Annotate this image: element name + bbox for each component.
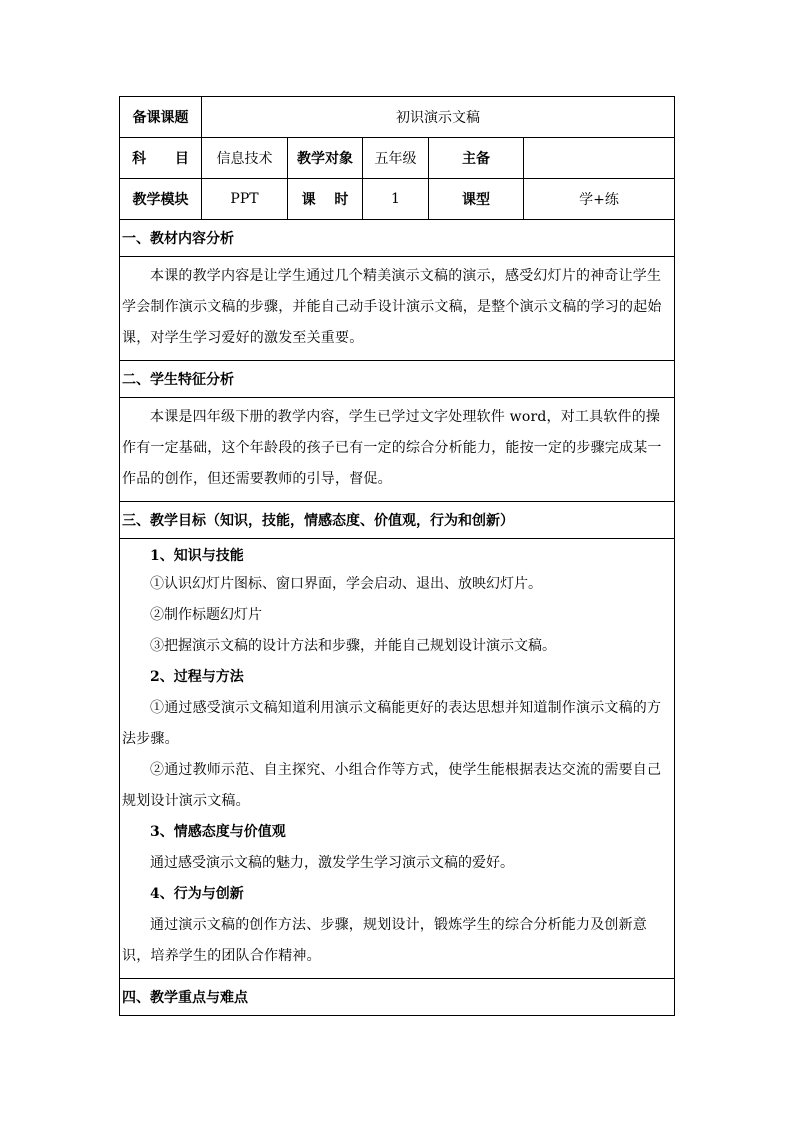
audience-label: 教学对象 (288, 138, 363, 179)
subheading-innovation: 4、行为与创新 (150, 886, 244, 902)
section2-paragraph: 本课是四年级下册的教学内容，学生已学过文字处理软件 word，对工具软件的操作有一定基础，这个年龄段的孩子已有一定的综合分析能力，能按一定的步骤完成某一作品的创作，但还需要教师的引导，督促。 (122, 409, 662, 487)
section3-title-row (120, 502, 675, 539)
objective-item: ②制作标题幻灯片 (150, 607, 262, 623)
topic-row (120, 97, 675, 138)
section2-body-row (120, 398, 675, 502)
author-value (524, 138, 675, 179)
objective-item: 通过感受演示文稿的魅力，激发学生学习演示文稿的爱好。 (150, 855, 514, 871)
section1-title-row (120, 220, 675, 257)
period-value: 1 (363, 179, 429, 220)
objective-item: ①认识幻灯片图标、窗口界面，学会启动、退出、放映幻灯片。 (150, 576, 542, 592)
objective-item: 通过演示文稿的创作方法、步骤，规划设计，锻炼学生的综合分析能力及创新意识，培养学生的团队合作精神。 (122, 917, 647, 964)
lesson-plan-table (119, 96, 675, 1016)
module-value: PPT (202, 179, 288, 220)
module-row (120, 179, 675, 220)
subheading-knowledge: 1、知识与技能 (150, 548, 244, 564)
topic-value: 初识演示文稿 (202, 97, 675, 138)
period-label: 课 时 (288, 179, 363, 220)
section1-paragraph: 本课的教学内容是让学生通过几个精美演示文稿的演示，感受幻灯片的神奇让学生学会制作演示文稿的步骤，并能自己动手设计演示文稿，是整个演示文稿的学习的起始课，对学生学习爱好的激发至关重要。 (122, 268, 662, 346)
subject-row (120, 138, 675, 179)
objective-item: ③把握演示文稿的设计方法和步骤，并能自己规划设计演示文稿。 (150, 638, 556, 654)
lesson-type-label: 课型 (429, 179, 524, 220)
objective-item: ①通过感受演示文稿知道利用演示文稿能更好的表达思想并知道制作演示文稿的方法步骤。 (122, 700, 662, 747)
section4-title-row (120, 979, 675, 1016)
section1-title: 一、教材内容分析 (120, 220, 675, 257)
objective-item: ②通过教师示范、自主探究、小组合作等方式，使学生能根据表达交流的需要自己规划设计演示文稿。 (122, 762, 662, 809)
subject-label: 科 目 (120, 138, 202, 179)
section4-title: 四、教学重点与难点 (120, 979, 675, 1016)
subheading-attitude: 3、情感态度与价值观 (150, 824, 286, 840)
subject-value: 信息技术 (202, 138, 288, 179)
section3-body-row (120, 539, 675, 979)
section2-title: 二、学生特征分析 (120, 361, 675, 398)
section2-title-row (120, 361, 675, 398)
section3-title: 三、教学目标（知识，技能，情感态度、价值观，行为和创新） (120, 502, 675, 539)
author-label: 主备 (429, 138, 524, 179)
lesson-type-value: 学+练 (524, 179, 675, 220)
audience-value: 五年级 (363, 138, 429, 179)
section1-body-row (120, 257, 675, 361)
subheading-process: 2、过程与方法 (150, 669, 244, 685)
topic-label: 备课课题 (120, 97, 202, 138)
module-label: 教学模块 (120, 179, 202, 220)
